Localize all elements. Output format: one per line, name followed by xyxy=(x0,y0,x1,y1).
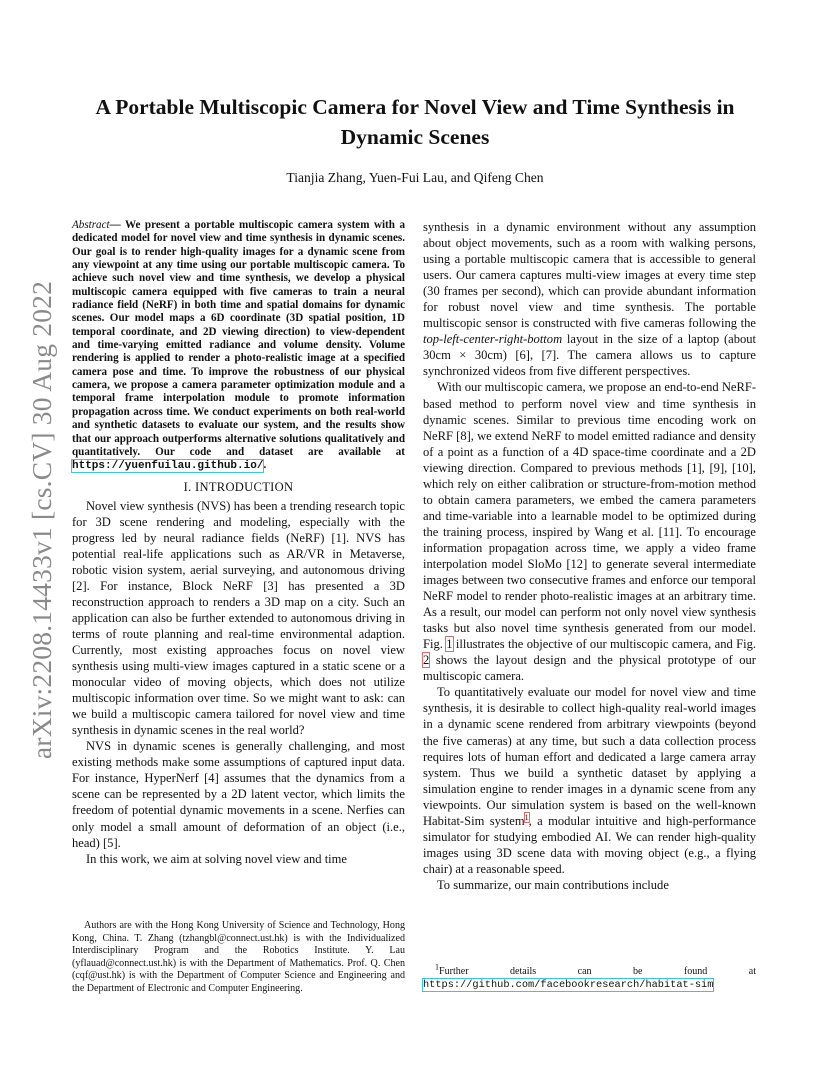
author-list: Tianjia Zhang, Yuen-Fui Lau, and Qifeng Chen xyxy=(286,170,544,185)
abstract-text: — We present a portable multiscopic camera system with a dedicated model for novel view and time synthesis in dynamic scenes. Our goal is to render high-quality images for a dynamic scene from any viewpoint at any time using our portable multiscopic camera. To achieve such novel view and time synthesis, we develop a physical multiscopic camera equipped with five cameras to train a neural radiance field (NeRF) in both time and spatial domains for dynamic scenes. Our model maps a 6D coordinate (3D spatial position, 1D temporal coordinate, and 2D viewing direction) to view-dependent and time-varying emitted radiance and volume density. Volume rendering is applied to render a photo-realistic image at a specified camera pose and time. To improve the robustness of our physical camera, we propose a camera parameter optimization module and a temporal frame interpolation module to promote information propagation across time. We conduct experiments on both real-world and synthetic datasets to evaluate our system, and the results show that our approach outperforms alternative solutions qualitatively and quantitatively. Our code and dataset are available at xyxy=(72,219,405,458)
footnote-1-marker[interactable]: 1 xyxy=(524,812,529,822)
right-column xyxy=(423,219,756,893)
intro-paragraph-3: In this work, we aim at solving novel view and time xyxy=(86,851,347,866)
camera-layout-term: top-left-center-right-bottom xyxy=(423,332,563,347)
intro-paragraph-4: With our multiscopic camera, we propose an end-to-end NeRF-based method to perform novel view and time synthesis in dynamic scenes. Similar to previous time encoding work on NeRF [8], we extend NeRF to model emitted radiance and density of a point as a function of a 4D space-time coordinate and a 2D viewing direction. Compared to previous methods [1], [9], [10], which rely on either calibration or structure-from-motion method to obtain camera parameters, we embed the camera parameters and time-variable into a learnable model to be optimized during the training process, inspired by Wang et al. [11]. To encourage information propagation across time, we apply a video frame interpolation model SloMo [12] to generate several intermediate images between two consecutive frames and enforce our temporal NeRF model to render photo-realistic images at an arbitrary time. As a result, our model can perform not only novel view synthesis tasks but also novel time synthesis generated from our model. Fig. 1 illustrates the objective of our multiscopic camera, and Fig. 2 shows the layout design and the physical prototype of our multiscopic camera. xyxy=(423,380,757,684)
footnote-mark: 1 xyxy=(435,962,439,972)
habitat-sim-link[interactable]: https://github.com/facebookresearch/habitat-sim xyxy=(423,978,714,991)
arxiv-side-identifier xyxy=(22,280,62,760)
paper-title: A Portable Multiscopic Camera for Novel View and Time Synthesis in Dynamic Scenes xyxy=(95,95,735,149)
figure-1-link[interactable]: 1 xyxy=(446,637,453,652)
abstract-label: Abstract xyxy=(72,219,110,231)
figure-2-link[interactable]: 2 xyxy=(423,653,430,668)
intro-paragraph-1: Novel view synthesis (NVS) has been a trending research topic for 3D scene rendering and modeling, especially with the progress led by neural radiance fields (NeRF) [1]. NVS has potential real-life applications such as AR/VR in Metaverse, robotic vision system, aerial surveying, and autonomous driving [2]. For instance, Block NeRF [3] has presented a 3D reconstruction approach to renders a 3D map on a city. Such an application can also be further extended to autonomous driving in terms of route planning and real-time environmental adaption. Currently, most existing approaches focus on novel view synthesis using multi-view images captured in a static scene or a monocular video of moving objects, which does not utilize multiscopic information over time. So we might want to ask: can we build a multiscopic camera tailored for novel view and time synthesis in dynamic scenes in the real world? xyxy=(72,498,405,738)
habitat-footnote: $^1$Further details can be found at https://github.com/facebookresearch/habitat-sim xyxy=(423,962,756,991)
intro-paragraph-5: To quantitatively evaluate our model for novel view and time synthesis, it is desirable to collect high-quality real-world images in a dynamic scene rendered from arbitrary viewpoints (beyond the five cameras) at any time, but such a data collection process requires lots of human effort and dedicated a large camera array system. Thus we build a synthetic dataset by applying a simulation engine to render images in a dynamic scene from any viewpoints. Our simulation system is based on the well-known Habitat-Sim system$^1$, a modular intuitive and high-performance simulator for studying embodied AI. We can render high-quality images using 3D scene data with moving object (e.g., a flying chair) at a reasonable speed. xyxy=(423,685,757,876)
author-affiliation-footnote: Authors are with the Hong Kong University of Science and Technology, Hong Kong, China. T. Zhang (tzhangbl@connect.ust.hk) is with the Individualized Interdisciplinary Program and the Robotics Institute. Y. Lau (yflauad@connect.ust.hk) is with the Department of Mathematics. Prof. Q. Chen (cqf@ust.hk) is with the Department of Computer Science and Engineering and the Department of Electronic and Computer Engineering. xyxy=(72,920,405,994)
intro-paragraph-2: NVS in dynamic scenes is generally challenging, and most existing methods make some assumptions of captured input data. For instance, HyperNerf [4] assumes that the dynamics from a scene can be represented by a 2D latent vector, which limits the freedom of potential dynamic movements in a scene. Nerfies can only model a small amount of deformation of an object (i.e., head) [5]. xyxy=(72,739,405,850)
code-dataset-link[interactable]: https://yuenfuilau.github.io/ xyxy=(72,460,264,473)
left-column xyxy=(72,219,405,867)
intro-paragraph-6: To summarize, our main contributions include xyxy=(437,877,669,892)
intro-paragraph-3-cont: synthesis in a dynamic environment without any assumption about object movements, such as a room with walking persons, using a portable multiscopic camera that is accessible to general users. Our camera captures multi-view images at every time step (30 frames per second), which can provide abundant information for robust novel view and time synthesis. The portable multiscopic sensor is constructed with five cameras following the top-left-center-right-bottom layout in the size of a laptop (about 30cm × 30cm) [6], [7]. The camera allows us to capture synchronized videos from five different perspectives. xyxy=(423,220,756,379)
section-heading-introduction: I. INTRODUCTION xyxy=(183,479,294,494)
arxiv-identifier-text: arXiv:2208.14433v1 [cs.CV] 30 Aug 2022 xyxy=(26,280,57,760)
abstract: Abstract— We present a portable multiscopic camera system with a dedicated model for novel view and time synthesis in dynamic scenes. Our goal is to render high-quality images for a dynamic scene from any viewpoint at any time using our portable multiscopic camera. To achieve such novel view and time synthesis, we develop a physical multiscopic camera equipped with five cameras to train a neural radiance field (NeRF) in both time and spatial domains for dynamic scenes. Our model maps a 6D coordinate (3D spatial position, 1D temporal coordinate, and 2D viewing direction) to view-dependent and time-varying emitted radiance and volume density. Volume rendering is applied to render a photo-realistic image at a specified camera pose and time. To improve the robustness of our physical camera, we propose a camera parameter optimization module and a temporal frame interpolation module to promote information propagation across time. We conduct experiments on both real-world and synthetic datasets to evaluate our system, and the results show that our approach outperforms alternative solutions qualitatively and quantitatively. Our code and dataset are available at https://yuenfuilau.github.io/. xyxy=(72,219,405,473)
